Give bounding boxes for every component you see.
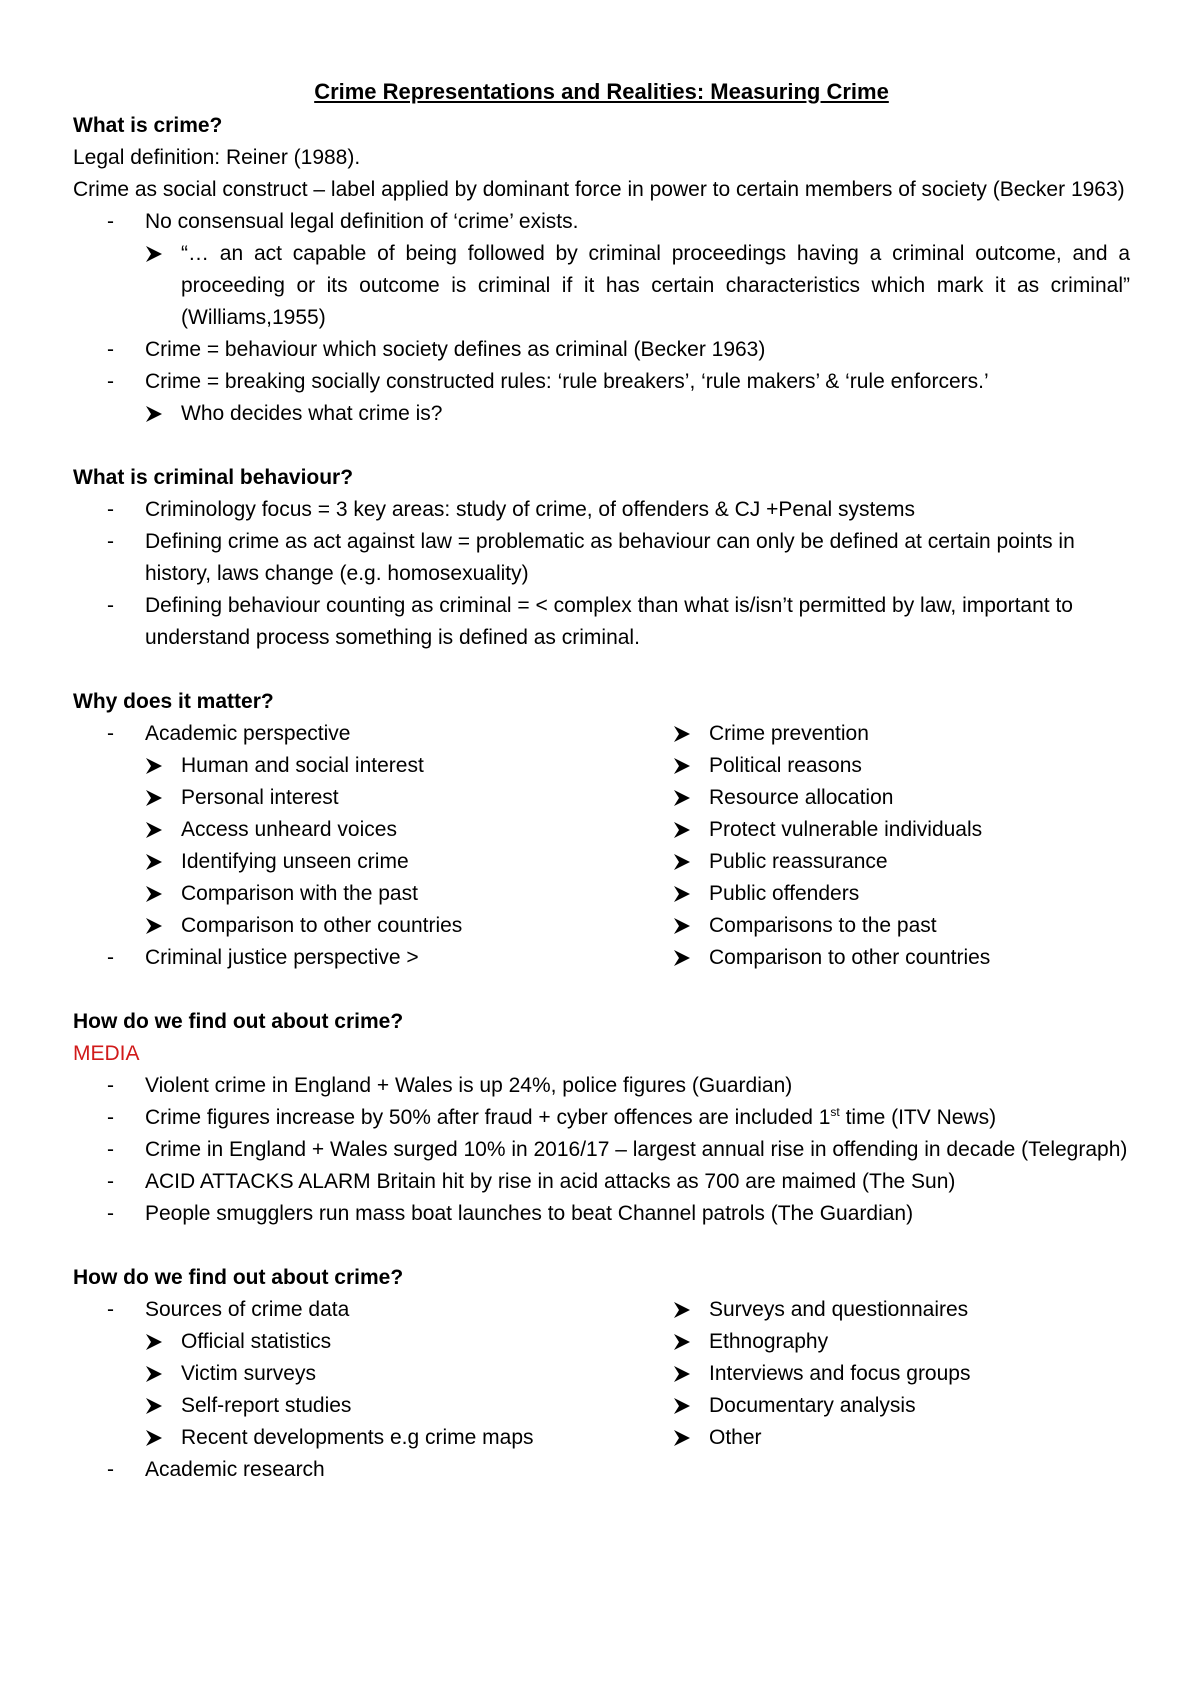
list-item: “… an act capable of being followed by criminal proceedings having a criminal outcome, and a proceeding or its outcome is criminal if it has certain characteristics which mark it as criminal” (Williams,1955) [73, 238, 1130, 334]
arrow-bullet-icon [145, 238, 167, 270]
arrow-bullet-icon [145, 782, 167, 814]
arrow-bullet-icon [673, 718, 695, 750]
list-item: - Crime figures increase by 50% after fraud + cyber offences are included 1st time (ITV News) [73, 1102, 1130, 1134]
media-headlines-list [73, 1070, 1130, 1230]
heading-find-out-media: How do we find out about crime? [73, 1010, 404, 1033]
list-item: - Defining crime as act against law = problematic as behaviour can only be defined at certain points in history, laws change (e.g. homosexuality) [73, 526, 1130, 590]
list-item: - Academic perspective [73, 718, 673, 750]
arrow-bullet-icon [145, 398, 167, 430]
arrow-bullet-icon [145, 910, 167, 942]
list-item: - Criminal justice perspective > [73, 942, 673, 974]
list-item: Self-report studies [73, 1390, 673, 1422]
sources-right-column [673, 1294, 1130, 1486]
arrow-bullet-icon [673, 910, 695, 942]
heading-why-matter: Why does it matter? [73, 690, 274, 713]
legal-definition-line: Legal definition: Reiner (1988). [73, 146, 361, 169]
list-item: Documentary analysis [673, 1390, 1130, 1422]
list-item: Recent developments e.g crime maps [73, 1422, 673, 1454]
list-item: Comparison to other countries [673, 942, 1130, 974]
why-matter-columns [73, 718, 1130, 974]
list-item: Comparison with the past [73, 878, 673, 910]
list-item: Public reassurance [673, 846, 1130, 878]
list-item: Resource allocation [673, 782, 1130, 814]
arrow-bullet-icon [145, 1422, 167, 1454]
heading-find-out-sources: How do we find out about crime? [73, 1266, 404, 1289]
why-matter-left-column [73, 718, 673, 974]
arrow-bullet-icon [145, 1358, 167, 1390]
list-item: Personal interest [73, 782, 673, 814]
list-item: Access unheard voices [73, 814, 673, 846]
arrow-bullet-icon [145, 814, 167, 846]
list-item: Ethnography [673, 1326, 1130, 1358]
list-item: Official statistics [73, 1326, 673, 1358]
arrow-bullet-icon [145, 878, 167, 910]
arrow-bullet-icon [673, 1422, 695, 1454]
list-item: Victim surveys [73, 1358, 673, 1390]
arrow-bullet-icon [145, 750, 167, 782]
social-construct-line: Crime as social construct – label applied by dominant force in power to certain members of society (Becker 1963) [73, 178, 1125, 201]
arrow-bullet-icon [673, 750, 695, 782]
arrow-bullet-icon [145, 1390, 167, 1422]
list-item: Comparison to other countries [73, 910, 673, 942]
arrow-bullet-icon [673, 846, 695, 878]
list-item: - Crime = behaviour which society defines as criminal (Becker 1963) [73, 334, 1130, 366]
arrow-bullet-icon [673, 782, 695, 814]
list-item: - Sources of crime data [73, 1294, 673, 1326]
arrow-bullet-icon [145, 846, 167, 878]
list-item: - Defining behaviour counting as criminal = < complex than what is/isn’t permitted by law, important to understand process something is defined as criminal. [73, 590, 1130, 654]
crime-definition-list [73, 206, 1130, 430]
arrow-bullet-icon [673, 1390, 695, 1422]
list-item: Crime prevention [673, 718, 1130, 750]
heading-what-is-crime: What is crime? [73, 114, 223, 137]
arrow-bullet-icon [673, 1326, 695, 1358]
sources-columns [73, 1294, 1130, 1486]
list-item: - Crime in England + Wales surged 10% in 2016/17 – largest annual rise in offending in decade (Telegraph) [73, 1134, 1130, 1166]
list-item: Protect vulnerable individuals [673, 814, 1130, 846]
arrow-bullet-icon [673, 1358, 695, 1390]
why-matter-right-column [673, 718, 1130, 974]
list-item: - ACID ATTACKS ALARM Britain hit by rise in acid attacks as 700 are maimed (The Sun) [73, 1166, 1130, 1198]
list-item: Who decides what crime is? [73, 398, 1130, 430]
list-item: - Criminology focus = 3 key areas: study of crime, of offenders & CJ +Penal systems [73, 494, 1130, 526]
heading-criminal-behaviour: What is criminal behaviour? [73, 466, 354, 489]
arrow-bullet-icon [673, 878, 695, 910]
list-item: Public offenders [673, 878, 1130, 910]
list-item: Political reasons [673, 750, 1130, 782]
list-item: Human and social interest [73, 750, 673, 782]
sources-left-column [73, 1294, 673, 1486]
list-item: - Academic research [73, 1454, 673, 1486]
criminal-behaviour-list [73, 494, 1130, 654]
arrow-bullet-icon [673, 814, 695, 846]
list-item: Identifying unseen crime [73, 846, 673, 878]
list-item: Comparisons to the past [673, 910, 1130, 942]
document-title: Crime Representations and Realities: Measuring Crime [314, 79, 889, 104]
list-item: Other [673, 1422, 1130, 1454]
list-item: - No consensual legal definition of ‘crime’ exists. [73, 206, 1130, 238]
arrow-bullet-icon [673, 1294, 695, 1326]
media-subheading: MEDIA [73, 1042, 140, 1065]
list-item: - Crime = breaking socially constructed rules: ‘rule breakers’, ‘rule makers’ & ‘rule enforcers.’ [73, 366, 1130, 398]
arrow-bullet-icon [145, 1326, 167, 1358]
list-item: - People smugglers run mass boat launches to beat Channel patrols (The Guardian) [73, 1198, 1130, 1230]
arrow-bullet-icon [673, 942, 695, 974]
list-item: Interviews and focus groups [673, 1358, 1130, 1390]
list-item: Surveys and questionnaires [673, 1294, 1130, 1326]
list-item: - Violent crime in England + Wales is up 24%, police figures (Guardian) [73, 1070, 1130, 1102]
